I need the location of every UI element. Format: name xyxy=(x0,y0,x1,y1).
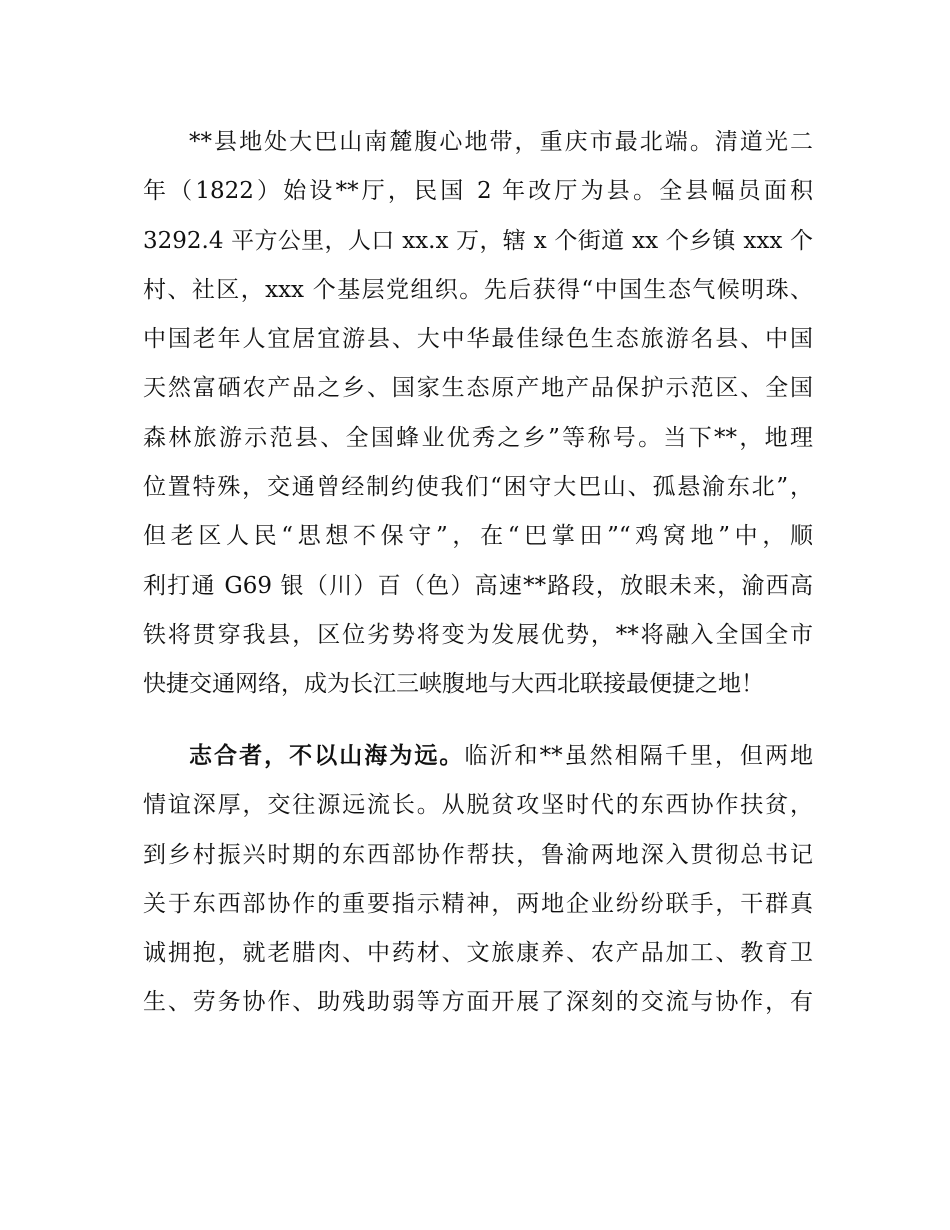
text-line: 快捷交通网络，成为长江三峡腹地与大西北联接最便捷之地！ xyxy=(143,671,764,698)
first-line-rest: 临沂和**虽然相隔千里，但两地 xyxy=(464,743,814,769)
text-line: 天然富硒农产品之乡、国家生态原产地产品保护示范区、全国 xyxy=(143,375,813,402)
text-line: 利打通 G69 银（川）百（色）高速**路段，放眼未来，渝西高 xyxy=(143,572,813,599)
text-line: 情谊深厚，交往源远流长。从脱贫攻坚时代的东西协作扶贫， xyxy=(143,792,813,819)
text-line: 但老区人民“思想不保守”，在“巴掌田”“鸡窝地”中，顺 xyxy=(143,523,813,550)
text-line: 位置特殊，交通曾经制约使我们“困守大巴山、孤悬渝东北”， xyxy=(143,474,813,501)
text-line: 中国老年人宜居宜游县、大中华最佳绿色生态旅游名县、中国 xyxy=(143,326,813,353)
paragraph-cooperation xyxy=(143,732,813,1028)
text-line: 关于东西部协作的重要指示精神，两地企业纷纷联手，干群真 xyxy=(143,890,813,917)
text-line: 到乡村振兴时期的东西部协作帮扶，鲁渝两地深入贯彻总书记 xyxy=(143,841,813,868)
text-line: 诚拥抱，就老腊肉、中药材、文旅康养、农产品加工、教育卫 xyxy=(143,940,813,967)
text-line: 铁将贯穿我县，区位劣势将变为发展优势，**将融入全国全市 xyxy=(143,621,813,648)
text-line: 森林旅游示范县、全国蜂业优秀之乡”等称号。当下**，地理 xyxy=(143,424,813,451)
paragraph-county-overview xyxy=(143,118,813,710)
text-line: 村、社区，xxx 个基层党组织。先后获得“中国生态气候明珠、 xyxy=(143,276,813,303)
text-line-first xyxy=(143,732,813,781)
text-line: 年（1822）始设**厅，民国 2 年改厅为县。全县幅员面积 xyxy=(143,178,813,205)
text-line: 生、劳务协作、助残助弱等方面开展了深刻的交流与协作，有 xyxy=(143,989,813,1016)
lead-sentence: 志合者，不以山海为远。 xyxy=(189,743,465,769)
text-line: 3292.4 平方公里，人口 xx.x 万，辖 x 个街道 xx 个乡镇 xxx 个 xyxy=(143,227,813,254)
text-line: **县地处大巴山南麓腹心地带，重庆市最北端。清道光二 xyxy=(189,129,813,155)
